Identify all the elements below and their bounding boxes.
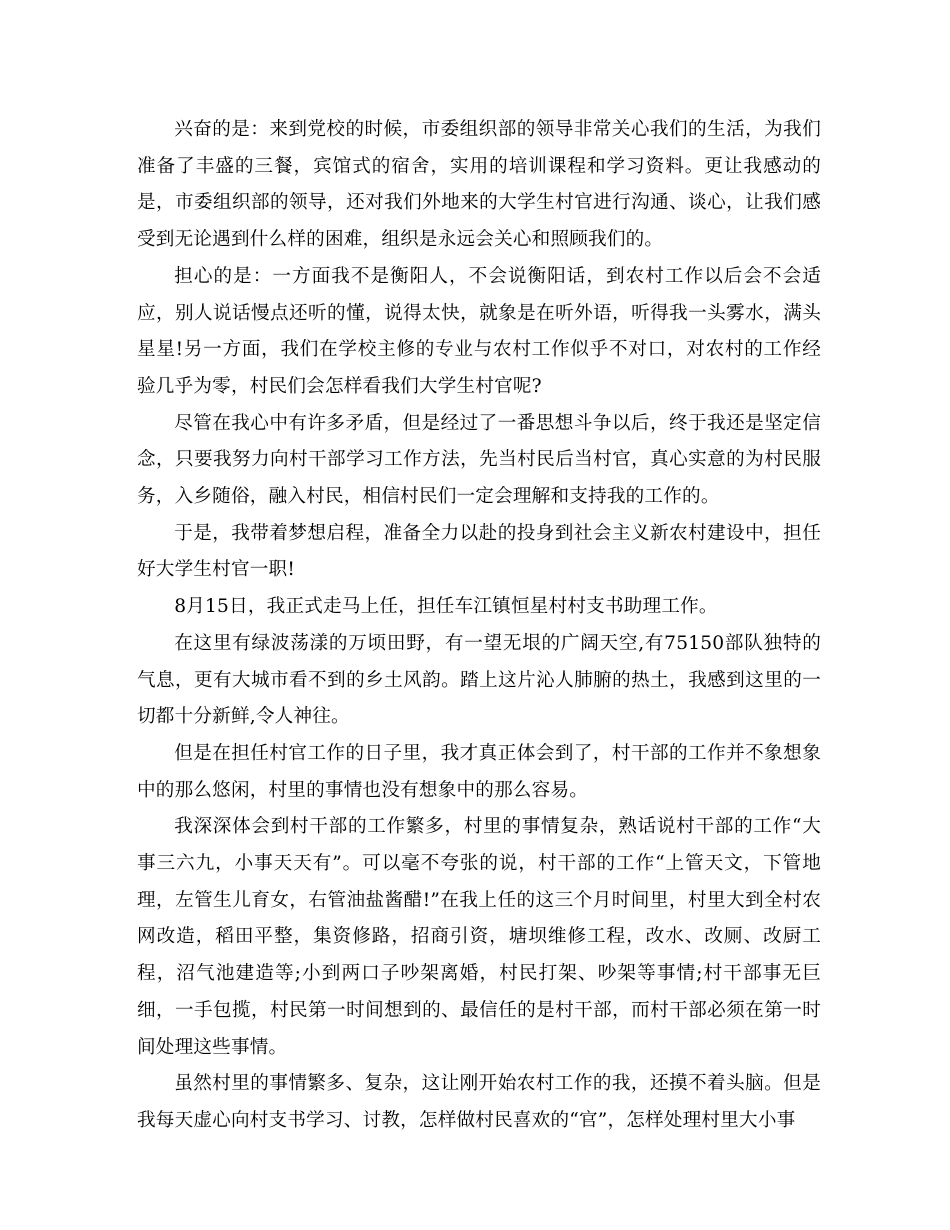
paragraph-departure: 于是，我带着梦想启程，准备全力以赴的投身到社会主义新农村建设中，担任好大学生村官一职! xyxy=(137,522,821,581)
paragraph-learning: 虽然村里的事情繁多、复杂，这让刚开始农村工作的我，还摸不着头脑。但是我每天虚心向村支书学习、讨教，怎样做村民喜欢的“官”，怎样处理村里大小事 xyxy=(137,1073,821,1131)
paragraph-start-date: 8月15日，我正式走马上任，担任车江镇恒星村村支书助理工作。 xyxy=(174,596,718,618)
document-body xyxy=(137,112,821,1140)
paragraph-excitement: 兴奋的是：来到党校的时候，市委组织部的领导非常关心我们的生活，为我们准备了丰盛的三餐，宾馆式的宿舍，实用的培训课程和学习资料。更让我感动的是，市委组织部的领导，还对我们外地来的大学生村官进行沟通、谈心，让我们感受到无论遇到什么样的困难，组织是永远会关心和照顾我们的。 xyxy=(137,119,821,251)
paragraph-cadre-duties: 我深深体会到村干部的工作繁多，村里的事情复杂，熟话说村干部的工作“大事三六九，小事天天有”。可以毫不夸张的说，村干部的工作“上管天文，下管地理，左管生儿育女，右管油盐酱醋!”在我上任的这三个月时间里，村里大到全村农网改造，稻田平整，集资修路，招商引资，塘坝维修工程，改水、改厕、改厨工程，沼气池建造等;小到两口子吵架离婚，村民打架、吵架等事情;村干部事无巨细，一手包揽，村民第一时间想到的、最信任的是村干部，而村干部必须在第一时间处理这些事情。 xyxy=(137,816,821,1058)
paragraph-realization: 但是在担任村官工作的日子里，我才真正体会到了，村干部的工作并不象想象中的那么悠闲，村里的事情也没有想象中的那么容易。 xyxy=(137,742,821,801)
paragraph-village-scenery: 在这里有绿波荡漾的万顷田野，有一望无垠的广阔天空,有75150部队独特的气息，更有大城市看不到的乡土风韵。踏上这片沁人肺腑的热土，我感到这里的一切都十分新鲜,令人神往。 xyxy=(137,632,821,728)
paragraph-worries: 担心的是：一方面我不是衡阳人，不会说衡阳话，到农村工作以后会不会适应，别人说话慢点还听的懂，说得太快，就象是在听外语，听得我一头雾水，满头星星!另一方面，我们在学校主修的专业与农村工作似乎不对口，对农村的工作经验几乎为零，村民们会怎样看我们大学生村官呢? xyxy=(137,265,821,397)
paragraph-resolve: 尽管在我心中有许多矛盾，但是经过了一番思想斗争以后，终于我还是坚定信念，只要我努力向村干部学习工作方法，先当村民后当村官，真心实意的为村民服务，入乡随俗，融入村民，相信村民们一定会理解和支持我的工作的。 xyxy=(137,412,821,508)
